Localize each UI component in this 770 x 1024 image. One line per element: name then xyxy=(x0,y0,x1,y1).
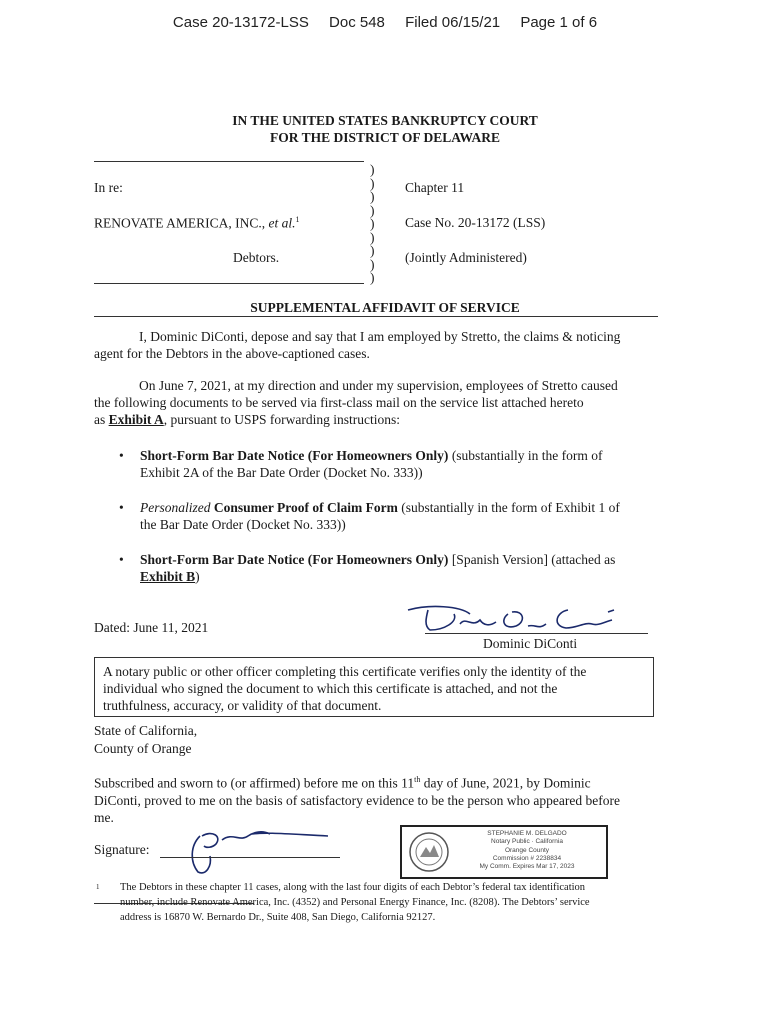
debtor-name: RENOVATE AMERICA, INC., xyxy=(94,215,269,231)
bullet-item-2: • Personalized Consumer Proof of Claim Form (substantially in the form of Exhibit 1 of the Bar Date Order (Docket No. 333)) xyxy=(119,500,620,532)
stamp-text xyxy=(457,830,597,871)
caption-top-rule xyxy=(94,161,364,162)
case-no-label: Case No. 20-13172 (LSS) xyxy=(405,215,546,230)
page-number: Page 1 of 6 xyxy=(520,14,598,31)
notary-signature xyxy=(178,822,348,878)
notary-county: Orange County xyxy=(504,846,550,854)
notary-notice-box: A notary public or other officer completing this certificate verifies only the identity of the individual who signed the document to which this certificate is attached, and not the truthfulness, accuracy, or validity of that document. xyxy=(94,657,654,717)
affiant-signature-line xyxy=(425,633,648,634)
jurat-paragraph: Subscribed and sworn to (or affirmed) before me on this 11th day of June, 2021, by Dominic DiConti, proved to me on the basis of satisfactory evidence to be the person who appeared before me. xyxy=(94,775,620,825)
et-al: et al. xyxy=(268,215,296,231)
bullet-item-1: • Short-Form Bar Date Notice (For Homeowners Only) (substantially in the form of Exhibit 2A of the Bar Date Order (Docket No. 333)) xyxy=(119,448,603,480)
filed-date: Filed 06/15/21 xyxy=(405,14,501,31)
signature-label: Signature: xyxy=(94,842,150,857)
notary-stamp xyxy=(400,825,608,879)
notary-commission: Commission # 2238834 xyxy=(492,854,562,862)
court-heading xyxy=(0,112,770,146)
document-title: SUPPLEMENTAL AFFIDAVIT OF SERVICE xyxy=(250,300,520,315)
venue xyxy=(94,722,197,758)
debtor-caption xyxy=(94,215,300,232)
doc-number: Doc 548 xyxy=(329,14,385,31)
state-seal-icon xyxy=(408,831,450,873)
footnote-ref: 1 xyxy=(295,215,300,224)
venue-state: State of California, xyxy=(94,723,198,738)
affiant-signature xyxy=(400,600,640,636)
bullet-item-3: • Short-Form Bar Date Notice (For Homeowners Only) [Spanish Version] (attached as Exhibit B) xyxy=(119,552,616,584)
venue-county: County of Orange xyxy=(94,741,192,756)
notary-title: Notary Public · California xyxy=(491,838,563,846)
caption-bottom-rule xyxy=(94,283,364,284)
chapter-label: Chapter 11 xyxy=(405,180,465,195)
court-line-1: IN THE UNITED STATES BANKRUPTCY COURT xyxy=(232,113,538,128)
debtors-label: Debtors. xyxy=(233,250,280,265)
paragraph-1: I, Dominic DiConti, depose and say that I am employed by Stretto, the claims & noticing agent for the Debtors in the above-captioned cases. xyxy=(94,329,621,361)
footnote-text: The Debtors in these chapter 11 cases, along with the last four digits of each Debtor’s federal tax identification number, include Renovate America, Inc. (4352) and Personal Energy Finance, Inc. (8208). The Debtors’ service address is 16870 W. Bernardo Dr., Suite 408, San Diego, California 92127. xyxy=(120,882,590,923)
notary-expiry: My Comm. Expires Mar 17, 2023 xyxy=(479,863,575,871)
court-line-2: FOR THE DISTRICT OF DELAWARE xyxy=(269,130,501,145)
signature-line xyxy=(160,857,340,858)
dated-line: Dated: June 11, 2021 xyxy=(94,620,209,635)
ecf-header xyxy=(0,14,770,31)
affiant-name: Dominic DiConti xyxy=(483,636,578,651)
footnote-mark: 1 xyxy=(96,883,100,891)
case-number: Case 20-13172-LSS xyxy=(172,14,309,31)
exhibit-a-ref: Exhibit A xyxy=(108,412,164,427)
title-rule xyxy=(94,316,658,317)
caption-parens: ) ) ) ) ) ) ) ) ) xyxy=(370,162,375,285)
paragraph-2: On June 7, 2021, at my direction and under my supervision, employees of Stretto caused the following documents to be served via first-class mail on the service list attached hereto as Exhibit A, pursuant to USPS forwarding instructions: xyxy=(94,378,618,427)
notary-name: STEPHANIE M. DELGADO xyxy=(487,830,567,837)
in-re-label: In re: xyxy=(94,180,123,195)
jointly-administered-label: (Jointly Administered) xyxy=(405,250,527,265)
